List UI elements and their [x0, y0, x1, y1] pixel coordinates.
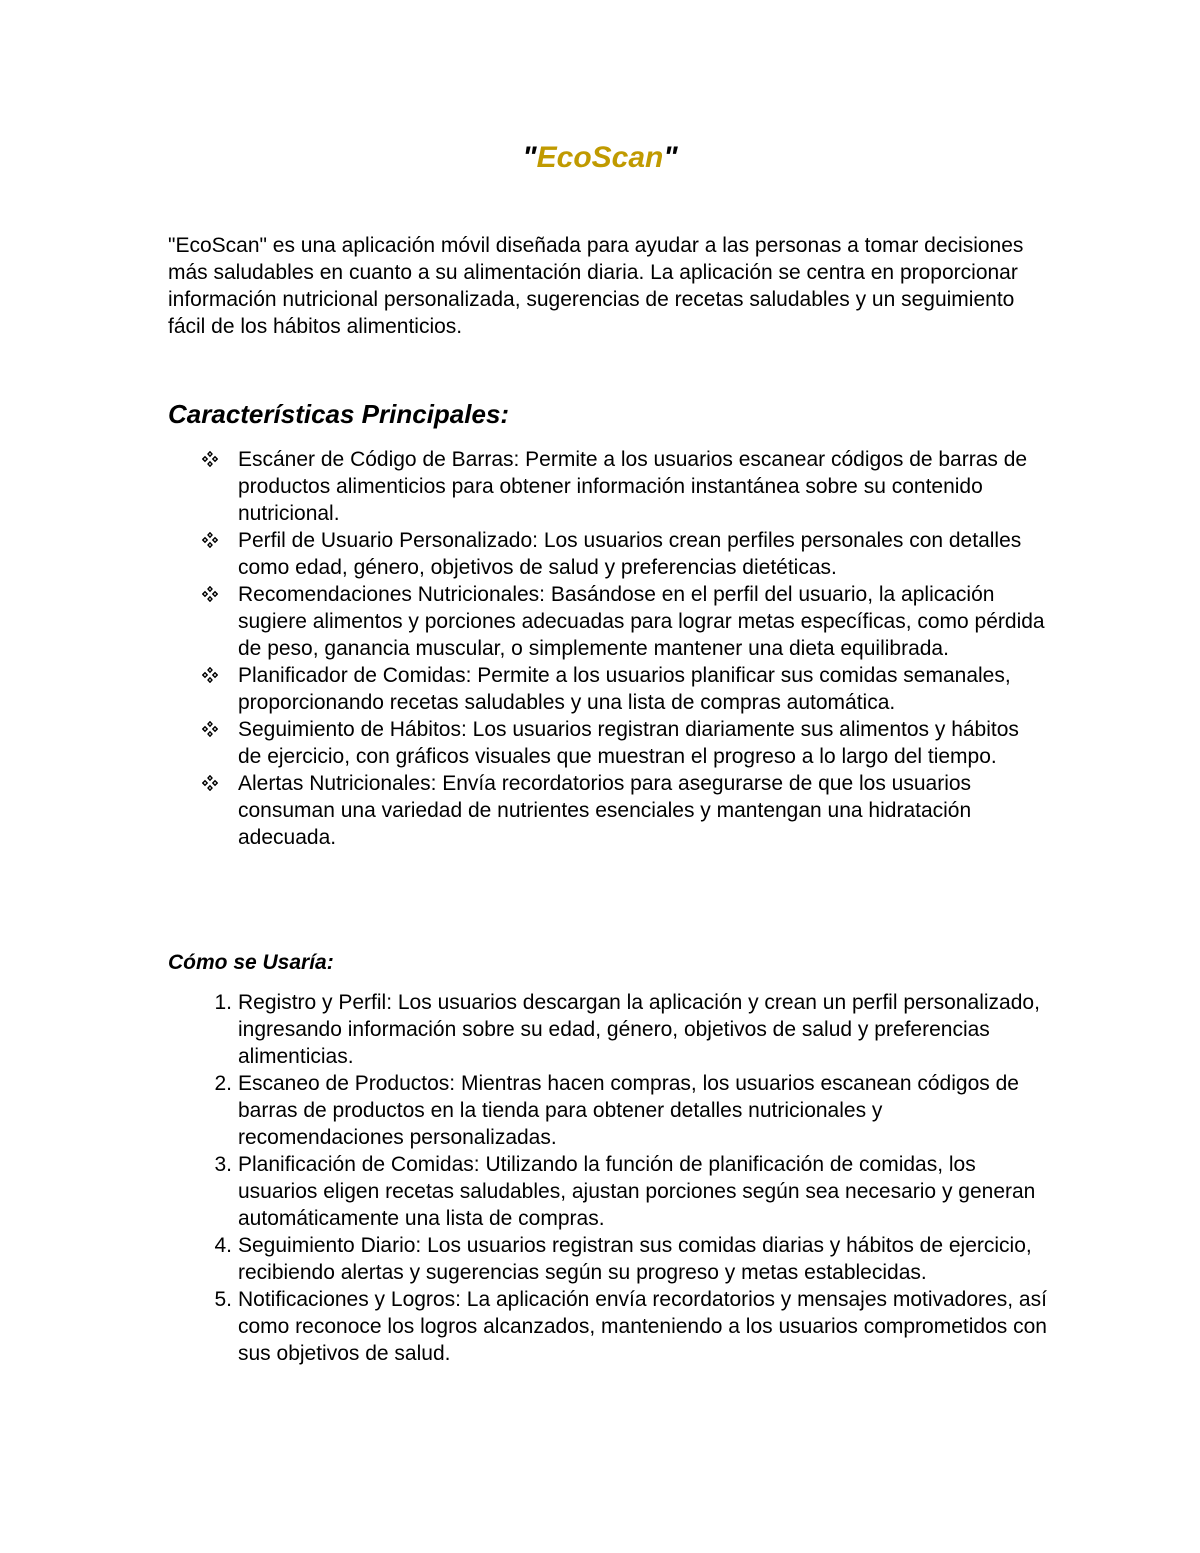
- step-number: 3.: [214, 1153, 232, 1176]
- feature-text: Planificador de Comidas: Permite a los usuarios planificar sus comidas semanales, proporcionando recetas saludables y una lista de compras automática.: [238, 664, 1011, 714]
- step-text: Escaneo de Productos: Mientras hacen compras, los usuarios escanean códigos de barras de productos en la tienda para obtener detalles nutricionales y recomendaciones personalizadas.: [238, 1072, 1019, 1149]
- four-diamond-bullet-icon: [202, 451, 218, 467]
- step-number: 2.: [214, 1072, 232, 1095]
- four-diamond-bullet-icon: [202, 721, 218, 737]
- step-number: 1.: [214, 991, 232, 1014]
- step-text: Notificaciones y Logros: La aplicación envía recordatorios y mensajes motivadores, así como reconoce los logros alcanzados, manteniendo a los usuarios comprometidos con sus objetivos de salud.: [238, 1288, 1047, 1365]
- feature-text: Perfil de Usuario Personalizado: Los usuarios crean perfiles personales con detalles como edad, género, objetivos de salud y preferencias dietéticas.: [238, 529, 1022, 579]
- feature-item: [168, 527, 1048, 581]
- feature-item: [168, 446, 1048, 527]
- feature-text: Alertas Nutricionales: Envía recordatorios para asegurarse de que los usuarios consuman una variedad de nutrientes esenciales y mantengan una hidratación adecuada.: [238, 772, 972, 849]
- feature-text: Seguimiento de Hábitos: Los usuarios registran diariamente sus alimentos y hábitos de ejercicio, con gráficos visuales que muestran el progreso a lo largo del tiempo.: [238, 718, 1019, 768]
- feature-text: Escáner de Código de Barras: Permite a los usuarios escanear códigos de barras de productos alimenticios para obtener información instantánea sobre su contenido nutricional.: [238, 448, 1028, 525]
- title-close-quote: ": [663, 141, 678, 174]
- step-item: [168, 989, 1048, 1070]
- document-title: [0, 136, 1200, 180]
- title-open-quote: ": [522, 141, 537, 174]
- feature-item: [168, 770, 1048, 851]
- step-item: [168, 1232, 1048, 1286]
- step-number: 4.: [214, 1234, 232, 1257]
- step-item: [168, 1286, 1048, 1367]
- feature-text: Recomendaciones Nutricionales: Basándose en el perfil del usuario, la aplicación sugiere alimentos y porciones adecuadas para lograr metas específicas, como pérdida de peso, ganancia muscular, o simplemente mantener una dieta equilibrada.: [238, 583, 1045, 660]
- step-number: 5.: [214, 1288, 232, 1311]
- four-diamond-bullet-icon: [202, 775, 218, 791]
- intro-paragraph: "EcoScan" es una aplicación móvil diseñada para ayudar a las personas a tomar decisiones más saludables en cuanto a su alimentación diaria. La aplicación se centra en proporcionar información nutricional personalizada, sugerencias de recetas saludables y un seguimiento fácil de los hábitos alimenticios.: [168, 234, 1024, 338]
- features-heading: Características Principales:: [168, 399, 510, 429]
- four-diamond-bullet-icon: [202, 532, 218, 548]
- step-text: Registro y Perfil: Los usuarios descargan la aplicación y crean un perfil personalizado, ingresando información sobre su edad, género, objetivos de salud y preferencias alimenticias.: [238, 991, 1040, 1068]
- feature-item: [168, 716, 1048, 770]
- usage-heading: Cómo se Usaría:: [168, 951, 334, 974]
- feature-item: [168, 662, 1048, 716]
- step-item: [168, 1070, 1048, 1151]
- title-app-name: EcoScan: [536, 141, 664, 174]
- four-diamond-bullet-icon: [202, 667, 218, 683]
- steps-list: [168, 989, 1048, 1367]
- features-list: [168, 446, 1048, 851]
- step-text: Planificación de Comidas: Utilizando la función de planificación de comidas, los usuarios eligen recetas saludables, ajustan porciones según sea necesario y generan automáticamente una lista de compras.: [238, 1153, 1036, 1230]
- feature-item: [168, 581, 1048, 662]
- four-diamond-bullet-icon: [202, 586, 218, 602]
- step-text: Seguimiento Diario: Los usuarios registran sus comidas diarias y hábitos de ejercicio, recibiendo alertas y sugerencias según su progreso y metas establecidas.: [238, 1234, 1032, 1284]
- step-item: [168, 1151, 1048, 1232]
